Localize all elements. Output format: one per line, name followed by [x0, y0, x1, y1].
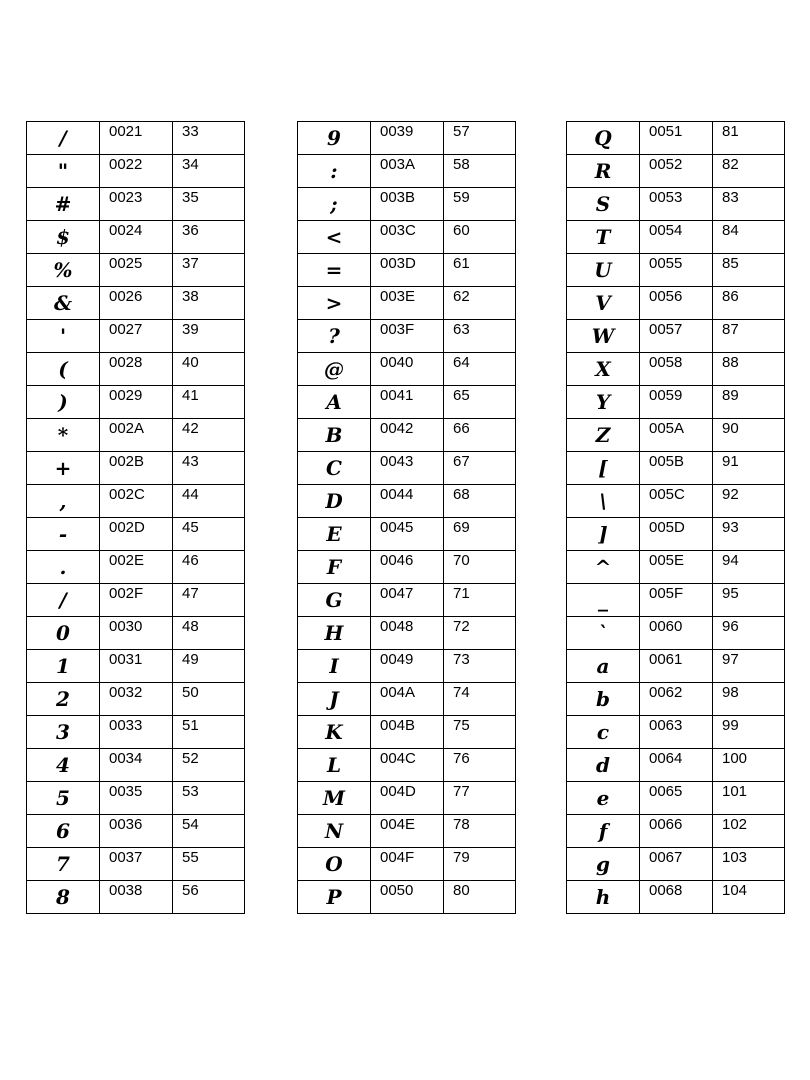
table-row: [27, 518, 245, 551]
glyph-cell: f: [567, 815, 640, 848]
table-row: [27, 881, 245, 914]
hex-code-cell: 005C: [640, 485, 713, 518]
glyph-cell: T: [567, 221, 640, 254]
table-row: [298, 518, 516, 551]
glyph-cell: #: [27, 188, 100, 221]
hex-code-cell: 005F: [640, 584, 713, 617]
hex-code-cell: 0055: [640, 254, 713, 287]
glyph-cell: O: [298, 848, 371, 881]
glyph-cell: ): [27, 386, 100, 419]
hex-code-cell: 0056: [640, 287, 713, 320]
decimal-code-cell: 77: [444, 782, 516, 815]
hex-code-cell: 0048: [371, 617, 444, 650]
hex-code-cell: 0059: [640, 386, 713, 419]
char-table-body: [27, 122, 245, 914]
decimal-code-cell: 48: [173, 617, 245, 650]
decimal-code-cell: 83: [713, 188, 785, 221]
table-row: [567, 254, 785, 287]
decimal-code-cell: 73: [444, 650, 516, 683]
hex-code-cell: 0034: [100, 749, 173, 782]
decimal-code-cell: 35: [173, 188, 245, 221]
glyph-cell: Q: [567, 122, 640, 155]
hex-code-cell: 0061: [640, 650, 713, 683]
table-row: [567, 683, 785, 716]
decimal-code-cell: 90: [713, 419, 785, 452]
decimal-code-cell: 49: [173, 650, 245, 683]
decimal-code-cell: 86: [713, 287, 785, 320]
table-row: [27, 419, 245, 452]
glyph-cell: /: [27, 122, 100, 155]
hex-code-cell: 0050: [371, 881, 444, 914]
hex-code-cell: 0025: [100, 254, 173, 287]
table-row: [567, 155, 785, 188]
decimal-code-cell: 40: [173, 353, 245, 386]
decimal-code-cell: 98: [713, 683, 785, 716]
table-row: [298, 287, 516, 320]
hex-code-cell: 0042: [371, 419, 444, 452]
glyph-cell: N: [298, 815, 371, 848]
table-row: [27, 188, 245, 221]
hex-code-cell: 0035: [100, 782, 173, 815]
hex-code-cell: 002F: [100, 584, 173, 617]
glyph-cell: -: [27, 518, 100, 551]
hex-code-cell: 004B: [371, 716, 444, 749]
glyph-cell: $: [27, 221, 100, 254]
hex-code-cell: 004F: [371, 848, 444, 881]
decimal-code-cell: 79: [444, 848, 516, 881]
glyph-cell: _: [567, 584, 640, 617]
table-row: [27, 551, 245, 584]
table-row: [27, 716, 245, 749]
hex-code-cell: 0049: [371, 650, 444, 683]
table-row: [298, 254, 516, 287]
glyph-cell: Z: [567, 419, 640, 452]
hex-code-cell: 0032: [100, 683, 173, 716]
hex-code-cell: 0057: [640, 320, 713, 353]
glyph-cell: W: [567, 320, 640, 353]
glyph-cell: \: [567, 485, 640, 518]
glyph-cell: e: [567, 782, 640, 815]
decimal-code-cell: 74: [444, 683, 516, 716]
table-row: [567, 749, 785, 782]
table-row: [298, 848, 516, 881]
decimal-code-cell: 71: [444, 584, 516, 617]
table-row: [298, 881, 516, 914]
table-row: [567, 584, 785, 617]
glyph-cell: J: [298, 683, 371, 716]
table-row: [298, 419, 516, 452]
hex-code-cell: 004C: [371, 749, 444, 782]
decimal-code-cell: 55: [173, 848, 245, 881]
table-row: [567, 518, 785, 551]
char-table-body: [567, 122, 785, 914]
hex-code-cell: 0054: [640, 221, 713, 254]
hex-code-cell: 0065: [640, 782, 713, 815]
decimal-code-cell: 93: [713, 518, 785, 551]
hex-code-cell: 0064: [640, 749, 713, 782]
hex-code-cell: 0026: [100, 287, 173, 320]
decimal-code-cell: 56: [173, 881, 245, 914]
table-row: [298, 584, 516, 617]
glyph-cell: ^: [567, 551, 640, 584]
hex-code-cell: 0033: [100, 716, 173, 749]
hex-code-cell: 0029: [100, 386, 173, 419]
glyph-cell: a: [567, 650, 640, 683]
decimal-code-cell: 44: [173, 485, 245, 518]
hex-code-cell: 0038: [100, 881, 173, 914]
table-row: [298, 485, 516, 518]
decimal-code-cell: 60: [444, 221, 516, 254]
decimal-code-cell: 38: [173, 287, 245, 320]
decimal-code-cell: 96: [713, 617, 785, 650]
decimal-code-cell: 91: [713, 452, 785, 485]
char-table-1: [26, 121, 245, 914]
decimal-code-cell: 102: [713, 815, 785, 848]
glyph-cell: U: [567, 254, 640, 287]
hex-code-cell: 002C: [100, 485, 173, 518]
decimal-code-cell: 63: [444, 320, 516, 353]
hex-code-cell: 0040: [371, 353, 444, 386]
table-row: [298, 551, 516, 584]
hex-code-cell: 004D: [371, 782, 444, 815]
hex-code-cell: 0037: [100, 848, 173, 881]
decimal-code-cell: 47: [173, 584, 245, 617]
table-row: [567, 287, 785, 320]
decimal-code-cell: 97: [713, 650, 785, 683]
table-row: [567, 122, 785, 155]
glyph-cell: <: [298, 221, 371, 254]
decimal-code-cell: 76: [444, 749, 516, 782]
hex-code-cell: 0063: [640, 716, 713, 749]
table-row: [298, 188, 516, 221]
table-row: [298, 155, 516, 188]
decimal-code-cell: 95: [713, 584, 785, 617]
decimal-code-cell: 104: [713, 881, 785, 914]
table-row: [298, 716, 516, 749]
hex-code-cell: 0067: [640, 848, 713, 881]
table-row: [27, 815, 245, 848]
table-row: [27, 353, 245, 386]
decimal-code-cell: 57: [444, 122, 516, 155]
glyph-cell: G: [298, 584, 371, 617]
decimal-code-cell: 34: [173, 155, 245, 188]
table-row: [567, 188, 785, 221]
glyph-cell: ;: [298, 188, 371, 221]
decimal-code-cell: 66: [444, 419, 516, 452]
decimal-code-cell: 70: [444, 551, 516, 584]
glyph-cell: Y: [567, 386, 640, 419]
hex-code-cell: 0024: [100, 221, 173, 254]
glyph-cell: b: [567, 683, 640, 716]
hex-code-cell: 0060: [640, 617, 713, 650]
decimal-code-cell: 39: [173, 320, 245, 353]
decimal-code-cell: 75: [444, 716, 516, 749]
decimal-code-cell: 41: [173, 386, 245, 419]
hex-code-cell: 002E: [100, 551, 173, 584]
table-row: [27, 287, 245, 320]
hex-code-cell: 0062: [640, 683, 713, 716]
glyph-cell: F: [298, 551, 371, 584]
table-row: [27, 254, 245, 287]
decimal-code-cell: 65: [444, 386, 516, 419]
glyph-cell: C: [298, 452, 371, 485]
glyph-cell: H: [298, 617, 371, 650]
glyph-cell: ?: [298, 320, 371, 353]
glyph-cell: ': [27, 320, 100, 353]
hex-code-cell: 0066: [640, 815, 713, 848]
decimal-code-cell: 53: [173, 782, 245, 815]
glyph-cell: +: [27, 452, 100, 485]
hex-code-cell: 003D: [371, 254, 444, 287]
decimal-code-cell: 78: [444, 815, 516, 848]
glyph-cell: D: [298, 485, 371, 518]
glyph-cell: M: [298, 782, 371, 815]
decimal-code-cell: 99: [713, 716, 785, 749]
decimal-code-cell: 72: [444, 617, 516, 650]
table-row: [567, 551, 785, 584]
decimal-code-cell: 59: [444, 188, 516, 221]
hex-code-cell: 002A: [100, 419, 173, 452]
decimal-code-cell: 45: [173, 518, 245, 551]
hex-code-cell: 0028: [100, 353, 173, 386]
glyph-cell: [: [567, 452, 640, 485]
table-row: [567, 881, 785, 914]
glyph-cell: h: [567, 881, 640, 914]
hex-code-cell: 005E: [640, 551, 713, 584]
glyph-cell: d: [567, 749, 640, 782]
hex-code-cell: 0030: [100, 617, 173, 650]
hex-code-cell: 0027: [100, 320, 173, 353]
glyph-cell: K: [298, 716, 371, 749]
glyph-cell: c: [567, 716, 640, 749]
table-row: [298, 749, 516, 782]
decimal-code-cell: 68: [444, 485, 516, 518]
hex-code-cell: 004A: [371, 683, 444, 716]
hex-code-cell: 005A: [640, 419, 713, 452]
decimal-code-cell: 61: [444, 254, 516, 287]
table-row: [567, 386, 785, 419]
glyph-cell: X: [567, 353, 640, 386]
glyph-cell: P: [298, 881, 371, 914]
table-row: [27, 386, 245, 419]
hex-code-cell: 0045: [371, 518, 444, 551]
glyph-cell: A: [298, 386, 371, 419]
table-row: [27, 122, 245, 155]
decimal-code-cell: 52: [173, 749, 245, 782]
glyph-cell: ,: [27, 485, 100, 518]
glyph-cell: 2: [27, 683, 100, 716]
table-row: [27, 749, 245, 782]
decimal-code-cell: 101: [713, 782, 785, 815]
decimal-code-cell: 54: [173, 815, 245, 848]
table-row: [567, 353, 785, 386]
table-row: [298, 452, 516, 485]
glyph-cell: 9: [298, 122, 371, 155]
table-row: [567, 419, 785, 452]
glyph-cell: E: [298, 518, 371, 551]
decimal-code-cell: 67: [444, 452, 516, 485]
glyph-cell: 1: [27, 650, 100, 683]
glyph-cell: 5: [27, 782, 100, 815]
hex-code-cell: 0052: [640, 155, 713, 188]
decimal-code-cell: 103: [713, 848, 785, 881]
hex-code-cell: 0031: [100, 650, 173, 683]
hex-code-cell: 0046: [371, 551, 444, 584]
hex-code-cell: 005D: [640, 518, 713, 551]
table-row: [27, 617, 245, 650]
char-table-3: [566, 121, 785, 914]
glyph-cell: ]: [567, 518, 640, 551]
decimal-code-cell: 64: [444, 353, 516, 386]
table-row: [298, 122, 516, 155]
char-table-body: [298, 122, 516, 914]
table-row: [298, 221, 516, 254]
decimal-code-cell: 94: [713, 551, 785, 584]
glyph-cell: /: [27, 584, 100, 617]
glyph-cell: .: [27, 551, 100, 584]
decimal-code-cell: 42: [173, 419, 245, 452]
hex-code-cell: 0036: [100, 815, 173, 848]
hex-code-cell: 0051: [640, 122, 713, 155]
hex-code-cell: 0043: [371, 452, 444, 485]
table-row: [298, 320, 516, 353]
table-row: [567, 815, 785, 848]
table-row: [27, 485, 245, 518]
glyph-cell: S: [567, 188, 640, 221]
table-row: [298, 782, 516, 815]
decimal-code-cell: 43: [173, 452, 245, 485]
glyph-cell: (: [27, 353, 100, 386]
hex-code-cell: 004E: [371, 815, 444, 848]
table-row: [567, 848, 785, 881]
glyph-cell: 7: [27, 848, 100, 881]
glyph-cell: :: [298, 155, 371, 188]
decimal-code-cell: 89: [713, 386, 785, 419]
hex-code-cell: 0068: [640, 881, 713, 914]
table-row: [567, 617, 785, 650]
table-row: [27, 320, 245, 353]
table-row: [27, 683, 245, 716]
glyph-cell: V: [567, 287, 640, 320]
table-row: [567, 485, 785, 518]
table-row: [567, 452, 785, 485]
decimal-code-cell: 82: [713, 155, 785, 188]
glyph-cell: >: [298, 287, 371, 320]
glyph-cell: =: [298, 254, 371, 287]
decimal-code-cell: 36: [173, 221, 245, 254]
hex-code-cell: 0047: [371, 584, 444, 617]
hex-code-cell: 005B: [640, 452, 713, 485]
table-row: [27, 155, 245, 188]
glyph-cell: `: [567, 617, 640, 650]
hex-code-cell: 0041: [371, 386, 444, 419]
table-row: [27, 650, 245, 683]
decimal-code-cell: 85: [713, 254, 785, 287]
decimal-code-cell: 58: [444, 155, 516, 188]
hex-code-cell: 003A: [371, 155, 444, 188]
decimal-code-cell: 69: [444, 518, 516, 551]
table-row: [298, 353, 516, 386]
table-row: [298, 650, 516, 683]
char-table-2: [297, 121, 516, 914]
table-row: [567, 650, 785, 683]
table-row: [567, 320, 785, 353]
decimal-code-cell: 84: [713, 221, 785, 254]
glyph-cell: ": [27, 155, 100, 188]
glyph-cell: @: [298, 353, 371, 386]
hex-code-cell: 0022: [100, 155, 173, 188]
decimal-code-cell: 51: [173, 716, 245, 749]
table-row: [298, 815, 516, 848]
glyph-cell: %: [27, 254, 100, 287]
decimal-code-cell: 33: [173, 122, 245, 155]
glyph-cell: 6: [27, 815, 100, 848]
hex-code-cell: 0053: [640, 188, 713, 221]
glyph-cell: 8: [27, 881, 100, 914]
hex-code-cell: 002B: [100, 452, 173, 485]
decimal-code-cell: 37: [173, 254, 245, 287]
glyph-cell: L: [298, 749, 371, 782]
hex-code-cell: 0023: [100, 188, 173, 221]
glyph-cell: &: [27, 287, 100, 320]
decimal-code-cell: 100: [713, 749, 785, 782]
decimal-code-cell: 80: [444, 881, 516, 914]
hex-code-cell: 003C: [371, 221, 444, 254]
hex-code-cell: 0039: [371, 122, 444, 155]
decimal-code-cell: 46: [173, 551, 245, 584]
table-row: [298, 683, 516, 716]
hex-code-cell: 0021: [100, 122, 173, 155]
glyph-cell: R: [567, 155, 640, 188]
hex-code-cell: 0044: [371, 485, 444, 518]
table-row: [27, 221, 245, 254]
decimal-code-cell: 87: [713, 320, 785, 353]
table-row: [27, 848, 245, 881]
hex-code-cell: 003B: [371, 188, 444, 221]
hex-code-cell: 002D: [100, 518, 173, 551]
decimal-code-cell: 88: [713, 353, 785, 386]
hex-code-cell: 003F: [371, 320, 444, 353]
glyph-cell: *: [27, 419, 100, 452]
table-row: [27, 782, 245, 815]
table-row: [567, 782, 785, 815]
hex-code-cell: 003E: [371, 287, 444, 320]
decimal-code-cell: 62: [444, 287, 516, 320]
glyph-cell: I: [298, 650, 371, 683]
table-row: [567, 221, 785, 254]
glyph-cell: 4: [27, 749, 100, 782]
table-row: [27, 452, 245, 485]
glyph-cell: g: [567, 848, 640, 881]
table-row: [567, 716, 785, 749]
hex-code-cell: 0058: [640, 353, 713, 386]
table-row: [298, 617, 516, 650]
glyph-cell: B: [298, 419, 371, 452]
decimal-code-cell: 92: [713, 485, 785, 518]
decimal-code-cell: 81: [713, 122, 785, 155]
glyph-cell: 0: [27, 617, 100, 650]
decimal-code-cell: 50: [173, 683, 245, 716]
table-row: [298, 386, 516, 419]
glyph-cell: 3: [27, 716, 100, 749]
table-row: [27, 584, 245, 617]
